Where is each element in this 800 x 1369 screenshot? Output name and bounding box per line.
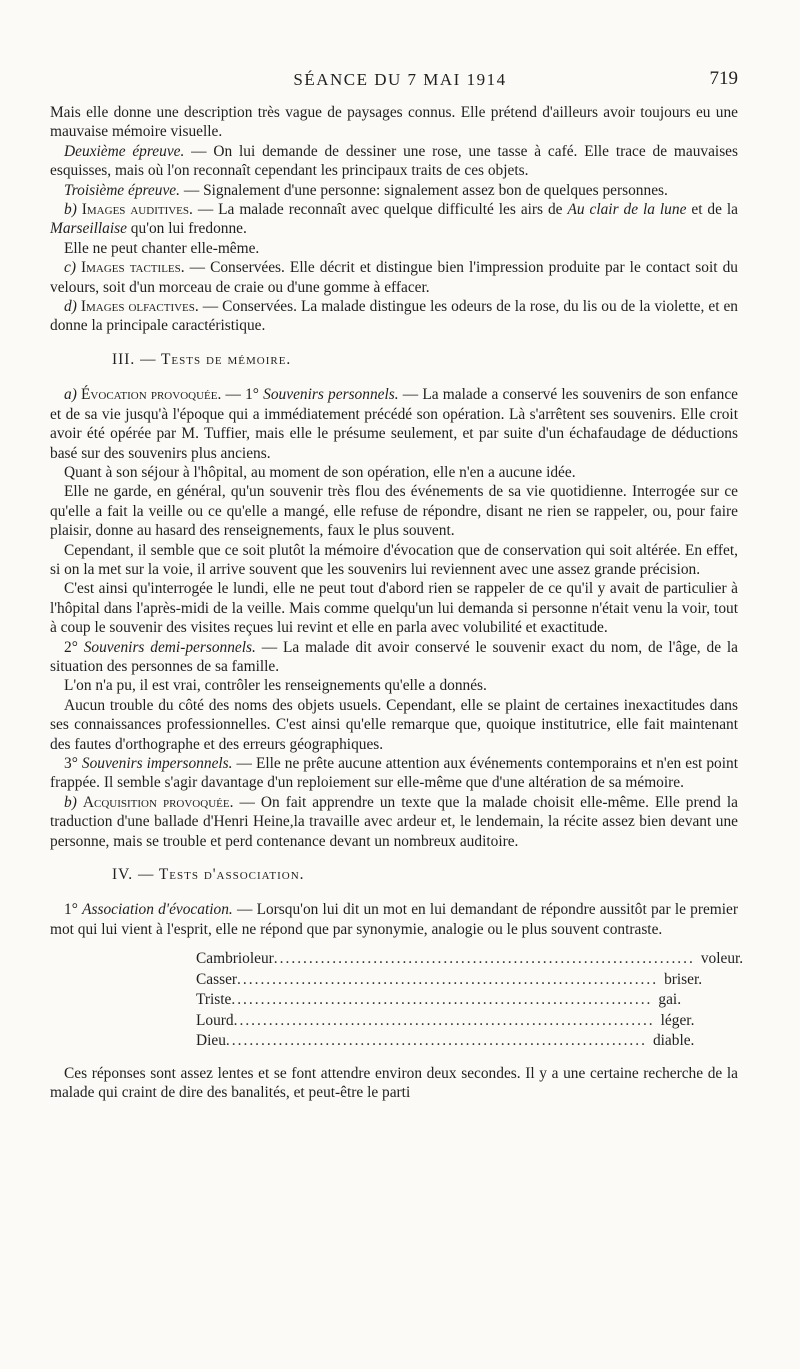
stimulus-word: Dieu <box>196 1032 226 1050</box>
list-item <box>196 1031 695 1052</box>
paragraph: Troisième épreuve. — Signalement d'une personne: signalement assez bon de quelques personnes. <box>64 181 668 199</box>
paragraph: b) Images auditives. — La malade reconnaît avec quelque difficulté les airs de Au clair de la lune et de la Marseillaise qu'on lui fredonne. <box>50 201 738 238</box>
list-item <box>196 970 703 991</box>
section-heading: III. — Tests de mémoire. <box>112 350 292 368</box>
paragraph: 1° Association d'évocation. — Lorsqu'on lui dit un mot en lui demandant de répondre aussitôt par le premier mot qui lui vient à l'esprit, elle ne répond que par synonymie, analogie ou le plus souvent contraste. <box>50 901 738 938</box>
stimulus-word: Cambrioleur <box>196 950 274 968</box>
response-word: léger. <box>660 1011 695 1029</box>
leader-dots: ........................................................................ <box>237 970 659 988</box>
paragraph: Mais elle donne une description très vague de paysages connus. Elle prétend d'ailleurs avoir toujours eu une mauvaise mémoire visuelle. <box>50 104 738 141</box>
paragraph: 2° Souvenirs demi-personnels. — La malade dit avoir conservé le souvenir exact du nom, de l'âge, de la situation des personnes de sa famille. <box>50 638 738 675</box>
page-number: 719 <box>709 68 738 89</box>
list-item <box>196 990 682 1011</box>
stimulus-word: Triste <box>196 991 232 1009</box>
paragraph: C'est ainsi qu'interrogée le lundi, elle ne peut tout d'abord rien se rappeler de ce qu'il y avait de particulier à l'hôpital dans l'après-midi de la veille. Mais comme quelqu'un lui demanda si personne n'était venu la voir, tout à coup le souvenir des visites reçues lui revint et elle en parla avec volubilité et exactitude. <box>50 580 738 637</box>
paragraph: Quant à son séjour à l'hôpital, au moment de son opération, elle n'en a aucune idée. <box>64 463 576 481</box>
paragraph: 3° Souvenirs impersonnels. — Elle ne prête aucune attention aux événements contemporains et n'en est point frappée. Il semble s'agir davantage d'un reploiement sur elle-même que d'une altération de sa mémoire. <box>50 755 738 792</box>
leader-dots: ........................................................................ <box>231 991 653 1009</box>
leader-dots: ........................................................................ <box>233 1011 655 1029</box>
paragraph: Ces réponses sont assez lentes et se font attendre environ deux secondes. Il y a une certaine recherche de la malade qui craint de dire des banalités, et peut-être le parti <box>50 1064 738 1102</box>
paragraph: Cependant, il semble que ce soit plutôt la mémoire d'évocation que de conservation qui soit altérée. En effet, si on la met sur la voie, il arrive souvent que les souvenirs lui reviennent avec une assez grande précision. <box>50 541 738 578</box>
paragraph: Elle ne peut chanter elle-même. <box>64 239 260 257</box>
document-body <box>50 103 744 1103</box>
list-item <box>196 949 744 970</box>
paragraph: Deuxième épreuve. — On lui demande de dessiner une rose, une tasse à café. Elle trace de mauvaises esquisses, mais où l'on reconnaît cependant les principaux traits de ces objets. <box>50 142 739 180</box>
running-header <box>0 66 800 94</box>
stimulus-word: Casser <box>196 970 238 988</box>
leader-dots: ........................................................................ <box>225 1032 647 1050</box>
paragraph: Aucun trouble du côté des noms des objets usuels. Cependant, elle se plaint de certaines inexactitudes dans ses connaissances professionnelles. C'est ainsi qu'elle remarque que, quoique institutrice, elle fait maintenant des fautes d'orthographe et des erreurs géographiques. <box>50 696 738 753</box>
response-word: briser. <box>664 970 703 988</box>
list-item <box>196 1011 695 1032</box>
paragraph: b) Acquisition provoquée. — On fait apprendre un texte que la malade choisit elle-même. Elle prend la traduction d'une ballade d'Henri Heine,la travaille avec ardeur et, le lendemain, la récite assez bien devant une personne, mais se trouble et perd contenance devant un nombreux auditoire. <box>50 793 738 850</box>
section-heading: IV. — Tests d'association. <box>112 866 305 884</box>
paragraph: c) Images tactiles. — Conservées. Elle décrit et distingue bien l'impression produite par le contact soit du velours, soit d'un morceau de craie ou d'une gomme à effacer. <box>50 259 738 296</box>
response-word: diable. <box>652 1032 695 1050</box>
header-title: SÉANCE DU 7 MAI 1914 <box>293 70 507 89</box>
paragraph: a) Évocation provoquée. — 1° Souvenirs personnels. — La malade a conservé les souvenirs de son enfance et de sa vie jusqu'à l'époque qui a immédiatement précédé son opération. Là s'arrêtent ses souvenirs. Elle croit avoir été opérée par M. Tuffier, mais elle le présume seulement, et par suite d'un échafaudage de déductions basé sur des souvenirs plus anciens. <box>50 386 738 462</box>
word-association-list <box>196 949 744 1052</box>
stimulus-word: Lourd <box>196 1011 234 1029</box>
paragraph: Elle ne garde, en général, qu'un souvenir très flou des événements de sa vie quotidienne. Interrogée sur ce qu'elle a fait la veille ou ce qu'elle a mangé, elle refuse de répondre, disant ne rien se rappeler, ou, pour faire plaisir, donne au hasard des renseignements, faux le plus souvent. <box>50 483 738 540</box>
paragraph: L'on n'a pu, il est vrai, contrôler les renseignements qu'elle a donnés. <box>64 677 487 695</box>
leader-dots: ........................................................................ <box>273 950 695 968</box>
response-word: gai. <box>658 991 682 1009</box>
paragraph: d) Images olfactives. — Conservées. La malade distingue les odeurs de la rose, du lis ou de la violette, et en donne la principale caractéristique. <box>50 298 739 335</box>
response-word: voleur. <box>700 950 744 968</box>
